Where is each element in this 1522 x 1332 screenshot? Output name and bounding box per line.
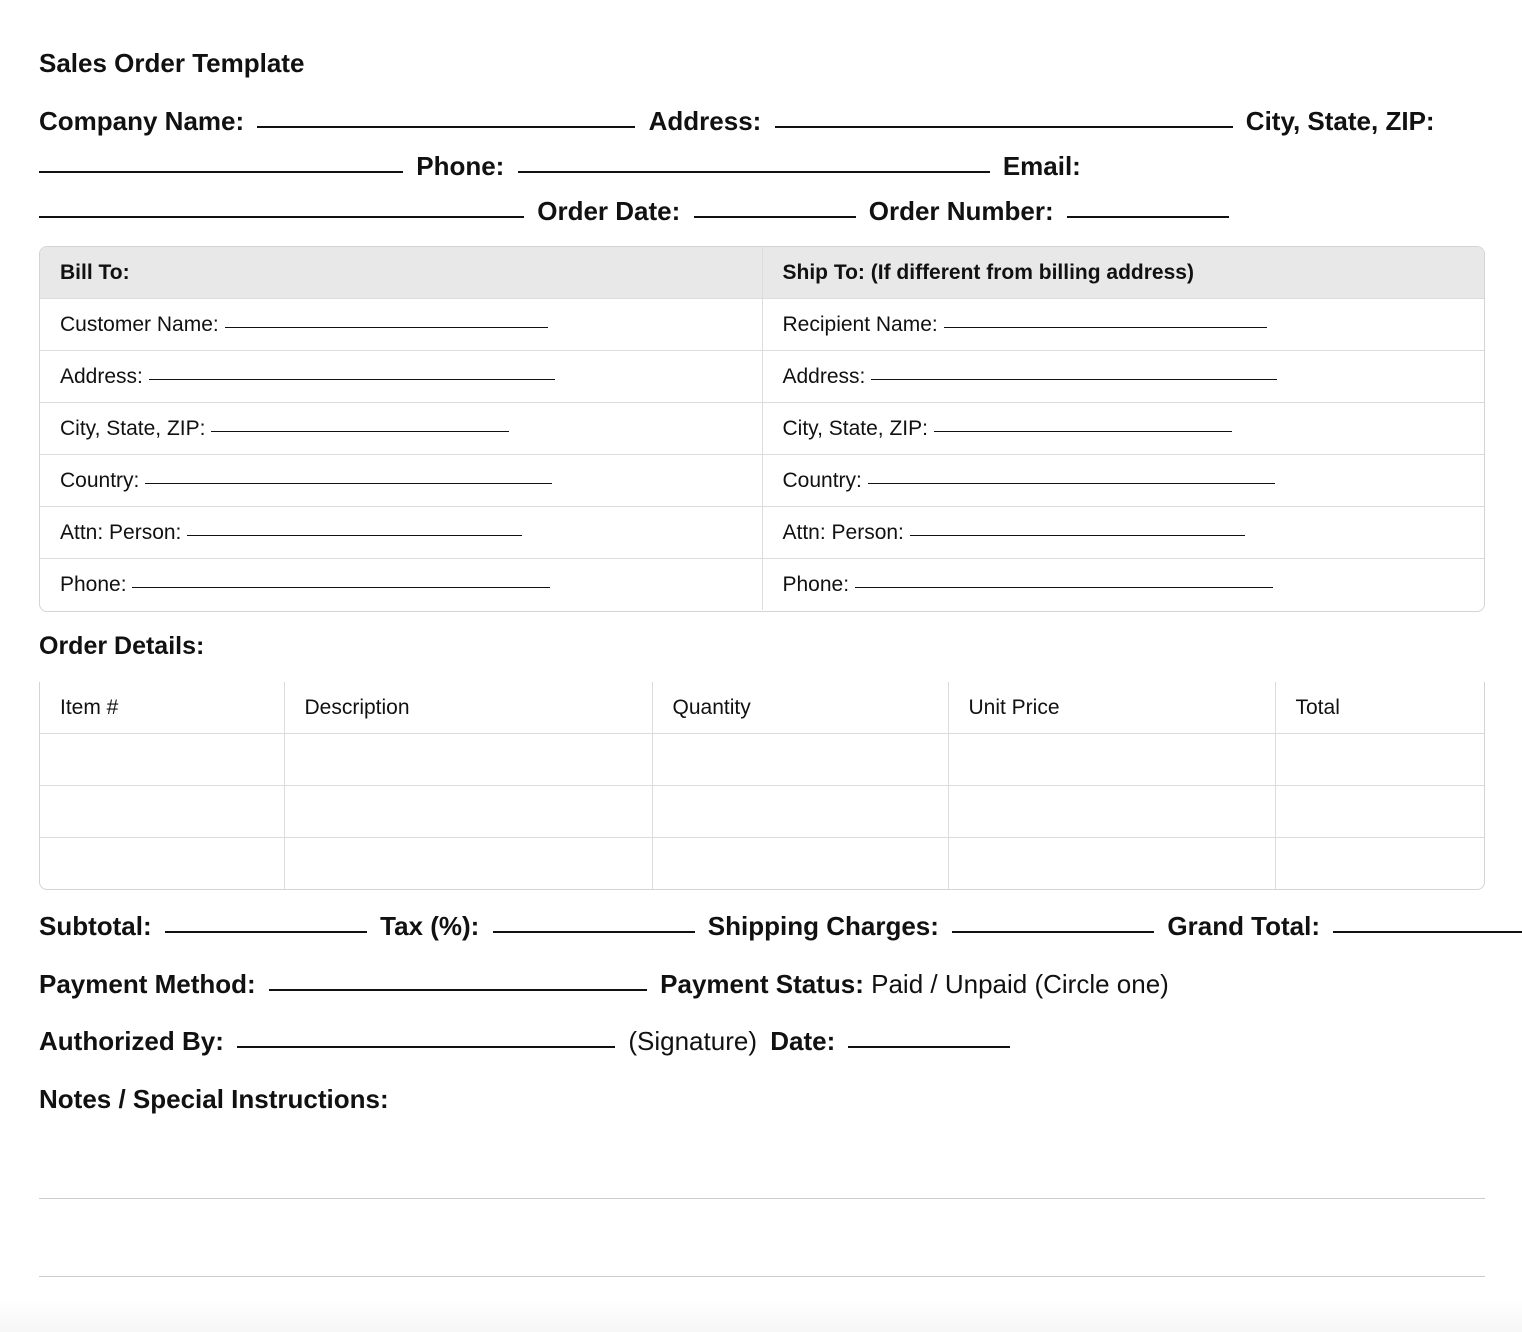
document-title: Sales Order Template [39, 48, 305, 78]
description-cell[interactable] [284, 734, 652, 786]
notes-rule-1[interactable] [39, 1198, 1485, 1199]
phone-blank[interactable] [518, 170, 990, 173]
page-bottom-shade [0, 1300, 1522, 1332]
order-details-table [39, 682, 1485, 890]
email-label: Email: [1002, 151, 1081, 181]
bill-field-cell [40, 507, 762, 559]
ship-field-cell [762, 299, 1484, 351]
table-row [40, 299, 1484, 351]
bill-attn-label: Attn: Person: [60, 520, 182, 544]
notes-rule-2[interactable] [39, 1276, 1485, 1277]
shipping-blank[interactable] [952, 930, 1154, 933]
customer-name-blank[interactable] [225, 326, 548, 328]
column-header-description: Description [284, 682, 652, 734]
notes-heading: Notes / Special Instructions: [39, 1084, 389, 1114]
city-state-zip-blank[interactable] [39, 170, 403, 173]
recipient-name-blank[interactable] [944, 326, 1267, 328]
bill-field-cell [40, 299, 762, 351]
column-header-quantity: Quantity [652, 682, 948, 734]
order-details-heading: Order Details: [39, 632, 205, 660]
bill-field-cell [40, 403, 762, 455]
bill-address-blank[interactable] [149, 378, 555, 380]
customer-name-label: Customer Name: [60, 312, 219, 336]
ship-field-cell [762, 403, 1484, 455]
subtotal-label: Subtotal: [39, 911, 152, 941]
ship-phone-blank[interactable] [855, 586, 1273, 588]
table-row [40, 507, 1484, 559]
bill-phone-label: Phone: [60, 572, 127, 596]
description-cell[interactable] [284, 838, 652, 890]
total-cell[interactable] [1275, 786, 1484, 838]
ship-attn-blank[interactable] [910, 534, 1245, 536]
authorized-by-label: Authorized By: [39, 1026, 224, 1056]
order-date-label: Order Date: [537, 196, 681, 226]
table-row [40, 403, 1484, 455]
tax-label: Tax (%): [380, 911, 480, 941]
order-header-row [40, 682, 1484, 734]
order-date-blank[interactable] [694, 215, 856, 218]
order-number-blank[interactable] [1067, 215, 1229, 218]
ship-field-cell [762, 455, 1484, 507]
email-blank[interactable] [39, 215, 524, 218]
ship-city-label: City, State, ZIP: [782, 416, 928, 440]
ship-country-label: Country: [782, 468, 862, 492]
grand-total-label: Grand Total: [1167, 911, 1321, 941]
ship-field-cell [762, 559, 1484, 611]
payment-status-label: Payment Status: [660, 969, 864, 999]
header-line-3 [39, 196, 1229, 227]
order-number-label: Order Number: [868, 196, 1054, 226]
table-row [40, 734, 1484, 786]
ship-field-cell [762, 507, 1484, 559]
bill-country-blank[interactable] [145, 482, 552, 484]
table-row [40, 455, 1484, 507]
table-header-row [40, 247, 1484, 299]
subtotal-blank[interactable] [165, 930, 367, 933]
unit-price-cell[interactable] [948, 838, 1275, 890]
ship-to-heading: Ship To: (If different from billing address) [762, 247, 1484, 299]
company-name-blank[interactable] [257, 125, 635, 128]
bill-address-label: Address: [60, 364, 143, 388]
city-state-zip-label: City, State, ZIP: [1245, 106, 1435, 136]
total-cell[interactable] [1275, 838, 1484, 890]
payment-status-options[interactable]: Paid / Unpaid (Circle one) [871, 969, 1169, 999]
column-header-item: Item # [40, 682, 284, 734]
item-cell[interactable] [40, 734, 284, 786]
table-row [40, 351, 1484, 403]
bill-field-cell [40, 455, 762, 507]
quantity-cell[interactable] [652, 734, 948, 786]
tax-blank[interactable] [493, 930, 695, 933]
shipping-label: Shipping Charges: [707, 911, 939, 941]
signature-label: (Signature) [628, 1026, 757, 1056]
address-blank[interactable] [775, 125, 1233, 128]
ship-address-blank[interactable] [871, 378, 1277, 380]
payment-method-label: Payment Method: [39, 969, 256, 999]
item-cell[interactable] [40, 838, 284, 890]
grand-total-blank[interactable] [1333, 930, 1522, 933]
quantity-cell[interactable] [652, 786, 948, 838]
total-cell[interactable] [1275, 734, 1484, 786]
authorization-line [39, 1026, 1010, 1057]
unit-price-cell[interactable] [948, 734, 1275, 786]
header-line-1 [39, 106, 1435, 137]
ship-phone-label: Phone: [782, 572, 850, 596]
bill-city-blank[interactable] [211, 430, 509, 432]
billing-shipping-table [39, 246, 1485, 612]
column-header-unit-price: Unit Price [948, 682, 1275, 734]
company-name-label: Company Name: [39, 106, 245, 136]
unit-price-cell[interactable] [948, 786, 1275, 838]
phone-label: Phone: [416, 151, 505, 181]
bill-to-heading: Bill To: [40, 247, 762, 299]
column-header-total: Total [1275, 682, 1484, 734]
ship-address-label: Address: [782, 364, 866, 388]
bill-city-label: City, State, ZIP: [60, 416, 206, 440]
auth-date-label: Date: [770, 1026, 836, 1056]
bill-attn-blank[interactable] [187, 534, 522, 536]
quantity-cell[interactable] [652, 838, 948, 890]
auth-date-blank[interactable] [848, 1045, 1010, 1048]
bill-phone-blank[interactable] [132, 586, 550, 588]
bill-field-cell [40, 559, 762, 611]
description-cell[interactable] [284, 786, 652, 838]
payment-line [39, 969, 1169, 1000]
table-row [40, 838, 1484, 890]
bill-field-cell [40, 351, 762, 403]
table-row [40, 559, 1484, 611]
recipient-name-label: Recipient Name: [782, 312, 938, 336]
ship-city-blank[interactable] [934, 430, 1232, 432]
header-line-2 [39, 151, 1081, 182]
notes-line [39, 1084, 389, 1115]
ship-country-blank[interactable] [868, 482, 1275, 484]
authorized-by-blank[interactable] [237, 1045, 615, 1048]
totals-line [39, 911, 1522, 942]
address-label: Address: [648, 106, 762, 136]
ship-field-cell [762, 351, 1484, 403]
ship-attn-label: Attn: Person: [782, 520, 904, 544]
item-cell[interactable] [40, 786, 284, 838]
payment-method-blank[interactable] [269, 988, 647, 991]
bill-country-label: Country: [60, 468, 140, 492]
table-row [40, 786, 1484, 838]
